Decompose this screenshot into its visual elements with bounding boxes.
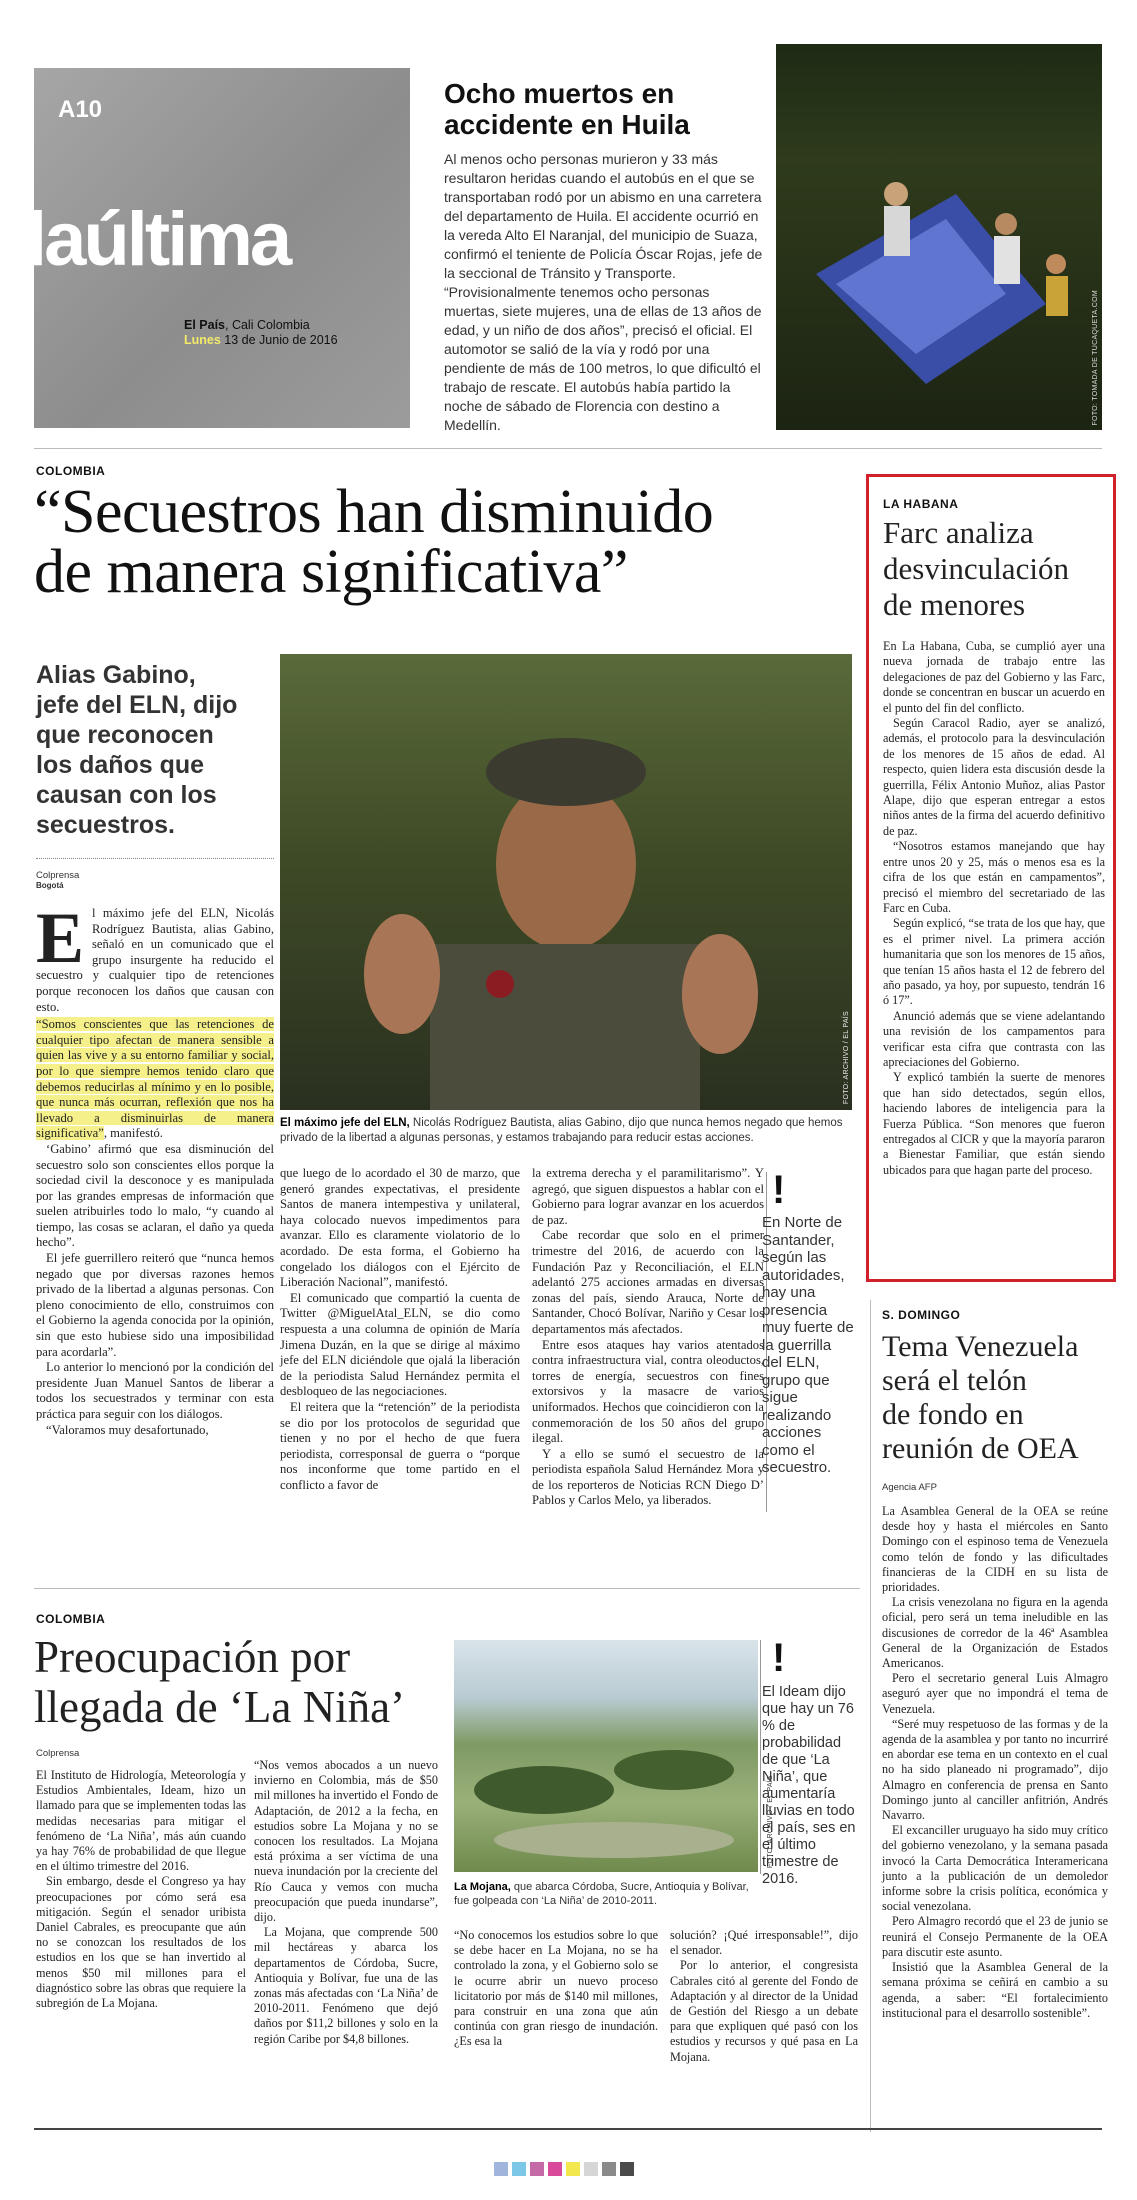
main-dateline: Bogotá — [36, 881, 64, 890]
flood-illustration — [454, 1640, 758, 1872]
nina-headline-line2: llegada de ‘La Niña’ — [34, 1682, 406, 1732]
nina-col2-p2: La Mojana, que comprende 500 mil hectáreas y abarca los departamentos de Córdoba, Sucre, Antioquia y Bolívar, fue una de las zonas más afectadas con ‘La Niña’ de 2010-2011. Fenómeno que dejó daños por $11,2 billones y solo en la región Caribe por $4,8 billones. — [254, 1925, 438, 2046]
nina-aside-text: El Ideam dijo que hay un 76 % de probabilidad de que ‘La Niña’, que aumentaría lluvias en todo el país, ses en el último trimestre de 2016. — [762, 1684, 856, 1887]
main-col3-p4: Y a ello se sumó el secuestro de la periodista española Salud Hernández Mora y de los reporteros de Noticias RCN Diego D’ Pablos y Carlos Melo, ya liberados. — [532, 1446, 764, 1508]
cap-shape — [486, 738, 646, 806]
habana-body — [883, 639, 1105, 1178]
oea-body — [882, 1504, 1108, 2021]
main-headline-line1: “Secuestros han disminuido — [34, 478, 714, 546]
main-col3-p2: Cabe recordar que solo en el primer trimestre del 2016, de acuerdo con la Fundación Paz y Reconciliación, el ELN adelantó 275 acciones armadas en diversas zonas del país, siendo Arauca, Norte de Santander, Chocó Bolívar, Nariño y Cesar los departamentos más afectados. — [532, 1228, 764, 1336]
color-swatch — [566, 2162, 580, 2176]
bus-accident-illustration — [776, 44, 1102, 430]
eln-caption-text: Nicolás Rodríguez Bautista, alias Gabino, dijo que nunca hemos negado que hemos privado de la libertad a algunas personas, y estamos trabajando para reducir estas acciones. — [280, 1117, 843, 1144]
main-byline — [36, 870, 79, 890]
rescuer-body — [884, 206, 910, 256]
top-story-body: Al menos ocho personas murieron y 33 más resultaron heridas cuando el autobús en el que se transportaban rodó por un abismo en una carretera del departamento de Huila. El accidente ocurrió en la vereda Alto El Naranjal, del municipio de Suaza, confirmó el teniente de Policía Óscar Rojas, jefe de la seccional de Tránsito y Transporte. “Provisionalmente tenemos ocho personas muertas, siete mujeres, una de ellas de 13 años de edad, y un niño de dos años”, precisó el oficial. El automotor se salió de la vía y rodó por una pendiente de más de 100 metros, lo que dificultó el trabajo de rescate. El autobús había partido la noche de sábado de Florencia con destino a Medellín. — [444, 151, 763, 433]
main-byline-agency: Colprensa — [36, 870, 80, 881]
main-col1-p1: ‘Gabino’ afirmó que esa disminución del secuestro solo son conscientes ellos porque la sociedad civil la desconoce y es manipulada por las grandes empresas de información que suelen atribuirles todo lo malo, “y cuando al tiempo, las cosas se aclaran, el daño ya queda hecho”. — [36, 1141, 274, 1250]
masthead-panel — [26, 68, 410, 428]
nina-col4-p2: Por lo anterior, el congresista Cabrales citó al gerente del Fondo de Adaptación y al director de la Unidad de Gestión del Riesgo a un debate para que expliquen qué pasó con los estudios y recursos y qué pasa en La Mojana. — [670, 1958, 858, 2064]
nina-col2 — [254, 1758, 438, 2047]
habana-box — [866, 474, 1116, 1282]
habana-p1: En La Habana, Cuba, se cumplió ayer una nueva jornada de trabajo entre las delegaciones de paz del Gobierno y las Farc, donde se concentran en buscar un acuerdo en el punto del fin del conflicto. — [883, 639, 1105, 715]
uniform-shape — [430, 944, 700, 1110]
main-section-tag: COLOMBIA — [36, 464, 106, 478]
nina-col3-p1: “No conocemos los estudios sobre lo que se debe hacer en La Mojana, no se ha controlado la zona, y el Gobierno solo se le ocurre abrir un nuevo proceso licitatorio por más de $140 mil millones, para construir en una zona que aún continúa con gran riesgo de inundación. ¿Es esa la — [454, 1928, 658, 2049]
weekday: Lunes — [184, 333, 221, 347]
rescuer-body-3 — [1046, 276, 1068, 316]
bus-accident-photo — [776, 44, 1102, 430]
main-col3 — [532, 1166, 764, 1509]
color-swatch — [512, 2162, 526, 2176]
right-hand-shape — [682, 934, 758, 1054]
oea-byline: Agencia AFP — [882, 1482, 937, 1493]
color-swatch — [584, 2162, 598, 2176]
dropcap: E — [36, 898, 85, 978]
nina-headline — [34, 1632, 405, 1732]
highlighted-quote: “Somos conscientes que las retenciones de cualquier tipo afectan de manera sensible a quien las vive y a su entorno familiar y social, por lo que siempre hemos tenido claro que debemos reducirlas al mínimo y en lo posible, que nunca más ocurran, reflexión que nos ha llevado a disminuirlas de manera significativa” — [36, 1017, 274, 1141]
paper-dateline — [184, 318, 338, 348]
eln-photo-credit: FOTO: ARCHIVO / EL PAÍS — [843, 1010, 850, 1104]
oea-headline — [882, 1330, 1112, 1466]
rule-mid — [34, 1588, 860, 1589]
oea-headline-line4: reunión de OEA — [882, 1432, 1079, 1465]
habana-p4: Según explicó, “se trata de los que hay, que es el primer nivel. La primera acción humanitaria que son los menores de 15 años, que tenían 15 años hasta el 12 de febrero del año pasado, ya hoy, por supuesto, tendrán 16 ó 17”. — [883, 916, 1105, 1008]
oea-section-tag: S. DOMINGO — [882, 1308, 961, 1322]
flood-water — [494, 1822, 734, 1858]
nina-col3 — [454, 1928, 658, 2050]
main-col2 — [280, 1166, 520, 1493]
deck-divider — [36, 858, 274, 859]
main-col2-p2: El comunicado que compartió la cuenta de Twitter @MiguelAtal_ELN, se dio como respuesta a una columna de opinión de María Jimena Duzán, en la que se dirige al máximo jefe del ELN diciéndole que ojalá la liberación de la periodista Salud Hernández permita el desbloqueo de las negociaciones. — [280, 1290, 520, 1399]
nina-col1 — [36, 1768, 246, 2011]
habana-headline-line2: desvinculación — [883, 551, 1069, 586]
rescuer-head-3 — [1046, 254, 1066, 274]
oea-headline-line2: será el telón — [882, 1364, 1027, 1397]
main-deck — [36, 660, 274, 840]
rescuer-head — [884, 182, 908, 206]
rescuer-head-2 — [995, 213, 1017, 235]
oea-p1: La Asamblea General de la OEA se reúne desde hoy y hasta el miércoles en Santo Domingo con el espinoso tema de Venezuela como telón de fondo y las dificultades financieras de la CIDH en su lista de prioridades. — [882, 1504, 1108, 1595]
main-lead — [36, 898, 274, 1438]
paper-name: El País — [184, 318, 225, 332]
habana-headline-line3: de menores — [883, 587, 1026, 622]
deck-line-4: los daños que — [36, 751, 205, 779]
main-headline-line2: de manera significativa” — [34, 538, 628, 606]
main-col3-p1: la extrema derecha y el paramilitarismo”. Y agregó, que siguen dispuestos a hablar con el Gobierno para lograr avanzar en los acuerdos de paz. — [532, 1166, 764, 1227]
quote-tail: , manifestó. — [103, 1126, 163, 1141]
nina-col4 — [670, 1928, 858, 2065]
section-brand: laúltima — [26, 197, 290, 282]
nina-col1-p2: Sin embargo, desde el Congreso ya hay preocupaciones por cómo será esa mitigación. Según el senador uribista Daniel Cabrales, es preocupante que aún no se conozcan los resultados de los estudios en los que se han invertido al menos $50 mil millones para el diagnóstico sobre las obras que requiere la subregión de La Mojana. — [36, 1874, 246, 2011]
habana-p5: Anunció además que se viene adelantando una revisión de los campamentos para verificar esta cifra que contrasta con las apreciaciones del Gobierno. — [883, 1008, 1105, 1069]
tree-cluster-2 — [614, 1750, 734, 1790]
top-headline-line1: Ocho muertos en — [444, 78, 675, 109]
badge-shape — [486, 970, 514, 998]
habana-p3: “Nosotros estamos manejando que hay entre unos 20 y 25, más o menos esa es la cifra de los que están en campamentos”, precisó el miembro del secretariado de las Farc en Cuba. — [883, 839, 1105, 915]
color-swatch — [494, 2162, 508, 2176]
habana-p2: Según Caracol Radio, ayer se analizó, además, el protocolo para la desvinculación de los menores de 15 años de edad. Al respecto, quien lidera esta discusión desde la guerrilla, Félix Antonio Muñoz, alias Pastor Alape, dijo que esperan entregar a estos niños antes de la firma del acuerdo definitivo de paz. — [883, 716, 1105, 838]
oea-p2: La crisis venezolana no figura en la agenda oficial, pero será un tema ineludible en las discusiones de corredor de la 46ª Asamblea General de la Organización de Estados Americanos. — [882, 1595, 1108, 1671]
deck-line-3: que reconocen — [36, 721, 214, 749]
mojana-flood-photo — [454, 1640, 774, 1872]
nina-col4-p1: solución? ¡Qué irresponsable!”, dijo el senador. — [670, 1928, 858, 1958]
deck-line-6: secuestros. — [36, 811, 175, 839]
eln-photo-caption — [280, 1116, 852, 1145]
nina-headline-line1: Preocupación por — [34, 1632, 351, 1682]
main-col1-p4: “Valoramos muy desafortunado, — [46, 1422, 209, 1437]
main-aside-text: En Norte de Santander, según las autoridades, hay una presencia muy fuerte de la guerrilla del ELN, grupo que sigue realizando acciones como el secuestro. — [762, 1214, 854, 1476]
top-headline-line2: accidente en Huila — [444, 109, 690, 140]
top-photo-credit: FOTO: TOMADA DE TUCAQUETA.COM — [1092, 290, 1099, 426]
nina-byline: Colprensa — [36, 1748, 80, 1759]
nina-col2-p1: “Nos vemos abocados a un nuevo invierno en Colombia, más de $50 mil millones ha invertido el Fondo de Adaptación, de 2012 a la fecha, en estudios sobre La Mojana y no se conocen los resultados. La Mojana está próxima a ser víctima de una nueva inundación por la creciente del Río Cauca y vemos con mucha preocupación que pueda inundarse”, dijo. — [254, 1758, 438, 1925]
color-swatch — [602, 2162, 616, 2176]
flood-photo-credit: FOTO: ARCHIVO / EL PAÍS — [767, 1774, 774, 1868]
main-col1-p3: Lo anterior lo mencionó por la condición del presidente Juan Manuel Santos de liberar a todos los secuestrados y terminar con esta práctica para seguir con los diálogos. — [36, 1360, 274, 1421]
habana-section-tag: LA HABANA — [883, 497, 959, 511]
top-story-headline — [444, 78, 690, 140]
eln-leader-illustration — [280, 654, 852, 1110]
oea-p3: Pero el secretario general Luis Almagro aseguró ayer que no impondrá el tema de Venezuela. — [882, 1671, 1108, 1716]
print-color-bar — [494, 2162, 634, 2176]
nina-aside-mark: ! — [772, 1636, 786, 1680]
deck-line-5: causan con los — [36, 781, 217, 809]
left-hand-shape — [364, 914, 440, 1034]
oea-p7: Insistió que la Asamblea General de la semana próxima se ceñirá en cambio a su agenda, a saber: “El fortalecimiento institucional para el desarrollo sostenible”. — [882, 1960, 1108, 2020]
mojana-caption-lead: La Mojana, — [454, 1881, 511, 1893]
habana-headline-line1: Farc analiza — [883, 515, 1034, 550]
eln-leader-photo — [280, 654, 852, 1110]
oea-headline-line3: de fondo en — [882, 1398, 1024, 1431]
main-col1-p2: El jefe guerrillero reiteró que “nunca hemos negado que por diversas razones hemos privado de la libertad a algunas personas. Con pleno conocimiento de ello, construimos con el Gobierno la agenda conocida por la opinión, sin que esto hubiese sido una imposibilidad para acordarla”. — [36, 1251, 274, 1359]
mojana-caption-text: que abarca Córdoba, Sucre, Antioquia y Bolívar, fue golpeada con ‘La Niña’ de 2010-2011. — [454, 1881, 749, 1907]
issue-date: 13 de Junio de 2016 — [224, 333, 338, 347]
nina-section-tag: COLOMBIA — [36, 1612, 106, 1626]
mojana-photo-caption — [454, 1880, 754, 1908]
habana-headline — [883, 515, 1113, 623]
oea-p4: “Seré muy respetuoso de las formas y de la agenda de la asamblea y por tanto no incurriré en abordar ese tema en un contexto en el cual no ha sido planeado ni programado”, dijo Almagro en conferencia de prensa en Santo Domingo junto al canciller anfitrión, Andrés Navarro. — [882, 1716, 1108, 1823]
rescuer-body-2 — [994, 236, 1020, 284]
main-lead-text: l máximo jefe del ELN, Nicolás Rodríguez Bautista, alias Gabino, señaló en un comunicado que el grupo insurgente ha reducido el secuestro y cualquier tipo de retenciones porque reconocen los daños que causan con esto. — [36, 906, 274, 1014]
eln-caption-lead: El máximo jefe del ELN, — [280, 1117, 410, 1129]
main-col2-p1: que luego de lo acordado el 30 de marzo, que generó grandes expectativas, el presidente Santos de manera intempestiva y unilateral, haya colocado nuevos impedimentos para avanzar. Ello es claramente violatorio de lo acordado. De esta forma, el Gobierno ha congelado los diálogos con el Ejército de Liberación Nacional”, manifestó. — [280, 1166, 520, 1290]
color-swatch — [620, 2162, 634, 2176]
habana-p6: Y explicó también la suerte de menores que han sido detectados, según ellos, haciendo labores de inteligencia para la Fuerza Pública. “Son menores que fueron entregados al CICR y que la mayoría pararon a Bienestar Familiar, que están siendo ubicados para que hagan parte del proceso. — [883, 1070, 1105, 1177]
oea-column-divider — [870, 1300, 871, 2132]
oea-p5: El excanciller uruguayo ha sido muy crítico del gobierno venezolano, y la semana pasada invocó la Carta Democrática Interamericana junto a la publicación de un demoledor informe sobre la crisis política, económica y social venezolana. — [882, 1823, 1108, 1914]
nina-col1-p1: El Instituto de Hidrología, Meteorología y Estudios Ambientales, Ideam, hizo un llamado para que se implementen todas las medidas necesarias para mitigar el fenómeno de ‘La Niña’, más aún cuando ya hay 76% de probabilidad de que llegue en el último trimestre del 2016. — [36, 1768, 246, 1874]
main-aside-mark: ! — [772, 1168, 786, 1212]
deck-line-1: Alias Gabino, — [36, 661, 196, 689]
main-headline — [34, 478, 714, 606]
rule-bottom — [34, 2128, 1102, 2130]
page-number: A10 — [58, 96, 103, 123]
tree-cluster — [474, 1766, 614, 1814]
color-swatch — [530, 2162, 544, 2176]
oea-headline-line1: Tema Venezuela — [882, 1330, 1079, 1363]
main-col2-p3: El reitera que la “retención” de la periodista se dio por los protocolos de seguridad que tienen y no por el hecho de que fuera periodista, corresponsal de guerra o “porque nos inconforme que tome partido en el conflicto a favor de — [280, 1399, 520, 1492]
color-swatch — [548, 2162, 562, 2176]
main-col3-p3: Entre esos ataques hay varios atentados contra infraestructura vial, contra oleoductos, torres de energía, secuestros con fines extorsivos y la masacre de varios uniformados. Hechos que coincidieron con la conmemoración de los 50 años del grupo ilegal. — [532, 1337, 764, 1446]
deck-line-2: jefe del ELN, dijo — [36, 691, 238, 719]
nina-aside-divider — [760, 1640, 761, 1874]
paper-city: , Cali Colombia — [225, 318, 310, 332]
rule-top — [34, 448, 1102, 449]
oea-p6: Pero Almagro recordó que el 23 de junio se reunirá el Consejo Permanente de la OEA para discutir este asunto. — [882, 1914, 1108, 1959]
